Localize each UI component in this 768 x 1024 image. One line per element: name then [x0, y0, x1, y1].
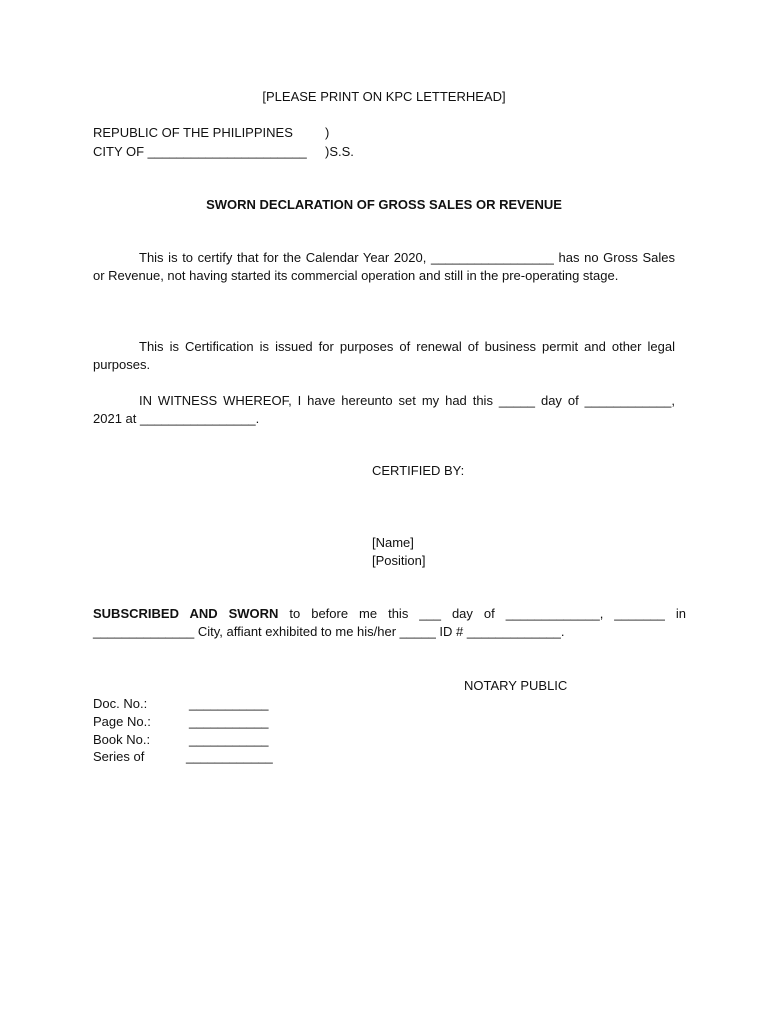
ss-mark: )S.S. [325, 144, 354, 159]
notary-public-label: NOTARY PUBLIC [464, 678, 568, 693]
series-label: Series of [93, 749, 145, 764]
jurat-text: to before me this ___ day of _____________, _______ in ______________ City, affiant exhibited to me his/her _____ ID # _____________. [93, 606, 686, 639]
signatory-name: [Name] [372, 535, 414, 550]
certification-paragraph: This is to certify that for the Calendar Year 2020, _________________ has no Gross Sales or Revenue, not having started its commercial operation and still in the pre-operating stage. [93, 250, 675, 283]
jurat-paragraph [93, 605, 686, 641]
jurat-bold-lead: SUBSCRIBED AND SWORN [93, 606, 279, 621]
city-line: CITY OF ______________________ [93, 144, 307, 159]
doc-no-label: Doc. No.: [93, 696, 148, 711]
book-no-label: Book No.: [93, 732, 151, 747]
certified-by-label: CERTIFIED BY: [372, 463, 465, 478]
doc-no-blank: ___________ [189, 696, 269, 711]
signatory-position: [Position] [372, 553, 426, 568]
witness-paragraph: IN WITNESS WHEREOF, I have hereunto set my had this _____ day of ____________, 2021 at ________________. [93, 393, 675, 426]
page-no-blank: ___________ [189, 714, 269, 729]
series-blank: ____________ [186, 749, 273, 764]
page-no-label: Page No.: [93, 714, 151, 729]
republic-line: REPUBLIC OF THE PHILIPPINES [93, 125, 293, 140]
republic-paren: ) [325, 125, 330, 140]
letterhead-note: [PLEASE PRINT ON KPC LETTERHEAD] [262, 89, 506, 104]
book-no-blank: ___________ [189, 732, 269, 747]
document-title: SWORN DECLARATION OF GROSS SALES OR REVENUE [206, 197, 562, 212]
purpose-paragraph: This is Certification is issued for purposes of renewal of business permit and other legal purposes. [93, 339, 675, 372]
